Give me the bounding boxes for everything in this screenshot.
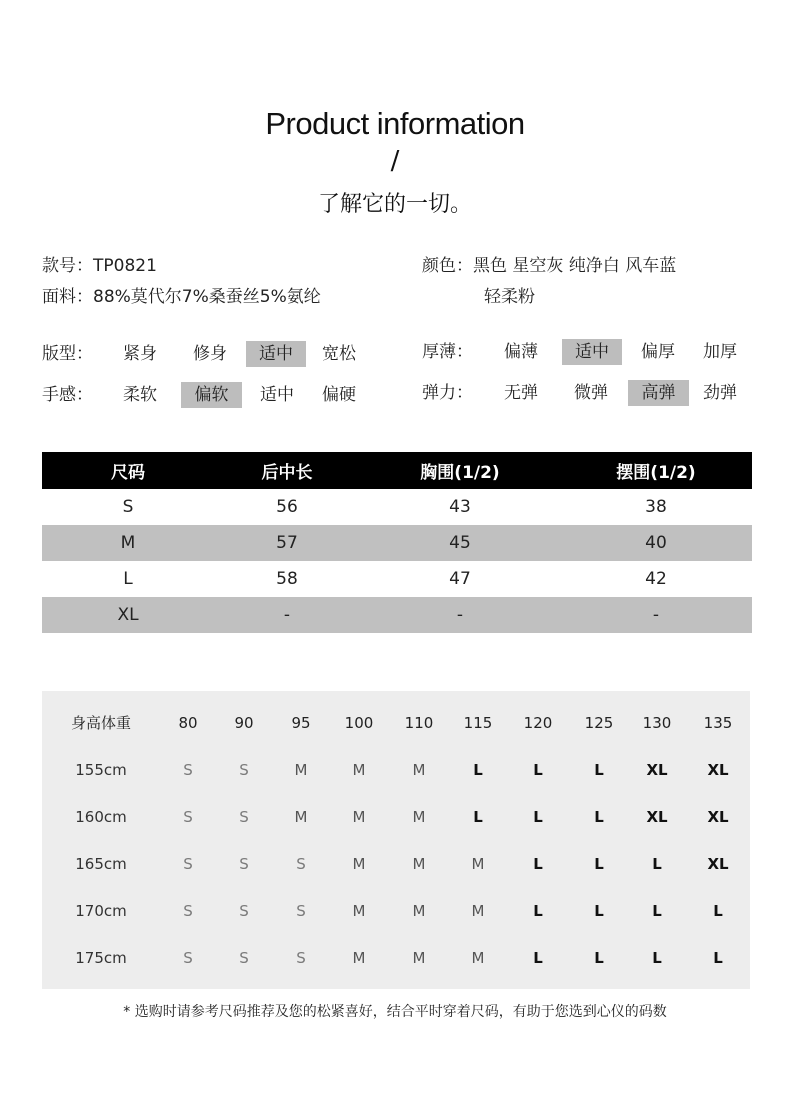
recommended-size-cell: L	[533, 760, 543, 779]
colors-line2	[484, 282, 535, 307]
size-table-cell: 45	[360, 525, 560, 561]
recommended-size-cell: XL	[707, 807, 729, 826]
fit-option: 修身	[193, 344, 227, 364]
recommended-size-cell: M	[412, 807, 426, 826]
feel-option: 柔软	[123, 385, 157, 405]
recommended-size-cell: S	[296, 901, 306, 920]
recommended-size-cell: S	[239, 807, 249, 826]
recommendation-row	[42, 934, 750, 981]
colors-value-line2: 轻柔粉	[484, 287, 535, 307]
thickness-option: 加厚	[703, 342, 737, 362]
size-table-cell: 47	[449, 569, 471, 589]
recommended-size-cell: L	[533, 948, 543, 967]
weight-header: 135	[703, 713, 733, 732]
elasticity-option: 微弹	[574, 383, 608, 403]
recommended-size-cell: M	[352, 807, 366, 826]
recommended-size-cell: M	[352, 901, 366, 920]
size-table-header-cell: 摆围(1/2)	[560, 452, 752, 489]
size-table-cell: 57	[214, 525, 360, 561]
feel-option: 偏软	[181, 382, 242, 408]
size-recommendation-table	[42, 699, 750, 981]
style-number-label: 款号：	[42, 256, 93, 276]
size-recommendation-panel	[42, 691, 750, 989]
weight-header: 110	[404, 713, 434, 732]
colors	[422, 251, 676, 276]
thickness-option: 适中	[562, 339, 622, 365]
recommendation-corner-label: 身高体重	[70, 714, 131, 732]
recommended-size-cell: XL	[646, 807, 668, 826]
size-table-row	[42, 561, 752, 597]
recommended-size-cell: M	[471, 901, 485, 920]
fit-option: 紧身	[123, 344, 157, 364]
size-table-row	[42, 489, 752, 525]
thickness-option: 偏厚	[641, 342, 675, 362]
size-table-cell: M	[42, 525, 214, 561]
recommendation-row	[42, 746, 750, 793]
recommendation-row	[42, 887, 750, 934]
size-table-cell: -	[360, 597, 560, 633]
style-number-value: TP0821	[93, 256, 157, 276]
weight-header: 100	[344, 713, 374, 732]
thickness-label: 厚薄：	[422, 342, 473, 362]
recommended-size-cell: S	[183, 948, 193, 967]
recommendation-row	[42, 793, 750, 840]
title-divider: /	[390, 146, 400, 176]
recommended-size-cell: M	[352, 948, 366, 967]
weight-header: 90	[234, 713, 254, 732]
recommended-size-cell: L	[594, 807, 604, 826]
size-table-cell: -	[560, 597, 752, 633]
recommended-size-cell: L	[473, 760, 483, 779]
fit-option: 适中	[246, 341, 306, 367]
recommended-size-cell: L	[713, 901, 723, 920]
height-label: 170cm	[75, 901, 127, 920]
recommended-size-cell: S	[183, 807, 193, 826]
elasticity-option: 劲弹	[703, 383, 737, 403]
size-table-cell: -	[214, 597, 360, 633]
size-table-cell: L	[123, 569, 133, 589]
weight-header: 80	[178, 713, 198, 732]
feel-option: 偏硬	[322, 385, 356, 405]
elasticity-option: 无弹	[504, 383, 538, 403]
page-title: Product information	[265, 106, 525, 141]
recommended-size-cell: L	[533, 807, 543, 826]
recommended-size-cell: L	[594, 948, 604, 967]
recommended-size-cell: L	[594, 760, 604, 779]
recommended-size-cell: S	[239, 760, 249, 779]
recommended-size-cell: M	[352, 854, 366, 873]
recommended-size-cell: S	[183, 760, 193, 779]
elasticity-label: 弹力：	[422, 383, 473, 403]
feel-label: 手感：	[42, 385, 93, 405]
recommended-size-cell: L	[713, 948, 723, 967]
size-table-header-cell: 后中长	[214, 452, 360, 489]
size-table-cell: S	[122, 497, 134, 517]
recommended-size-cell: L	[594, 854, 604, 873]
fabric-value: 88%莫代尔7%桑蚕丝5%氨纶	[93, 287, 321, 307]
fabric-label: 面料：	[42, 287, 93, 307]
size-table-cell: 40	[560, 525, 752, 561]
recommended-size-cell: S	[296, 948, 306, 967]
size-table-cell: 43	[449, 497, 471, 517]
recommended-size-cell: M	[294, 760, 308, 779]
recommended-size-cell: XL	[707, 760, 729, 779]
style-number	[42, 251, 157, 276]
size-table-cell: 38	[645, 497, 667, 517]
size-table-header-cell: 胸围(1/2)	[360, 452, 560, 489]
weight-header: 95	[291, 713, 311, 732]
colors-value-line1: 黑色 星空灰 纯净白 风车蓝	[473, 256, 677, 276]
thickness-attribute	[0, 339, 790, 365]
feel-option: 适中	[260, 385, 294, 405]
recommendation-header-row	[42, 699, 750, 746]
recommended-size-cell: S	[239, 854, 249, 873]
recommended-size-cell: L	[533, 901, 543, 920]
recommended-size-cell: XL	[707, 854, 729, 873]
fit-label: 版型：	[42, 344, 93, 364]
recommended-size-cell: M	[412, 948, 426, 967]
thickness-option: 偏薄	[504, 342, 538, 362]
size-table-row	[42, 525, 752, 561]
weight-header: 130	[642, 713, 672, 732]
recommended-size-cell: L	[594, 901, 604, 920]
recommended-size-cell: S	[239, 948, 249, 967]
height-label: 175cm	[75, 948, 127, 967]
recommended-size-cell: M	[471, 948, 485, 967]
size-table	[42, 452, 752, 633]
fabric	[42, 282, 321, 307]
page-subtitle: 了解它的一切。	[317, 192, 472, 217]
recommended-size-cell: M	[352, 760, 366, 779]
weight-header: 115	[463, 713, 493, 732]
recommended-size-cell: L	[652, 948, 662, 967]
recommended-size-cell: L	[473, 807, 483, 826]
size-table-header-cell: 尺码	[42, 452, 214, 489]
size-table-header	[42, 452, 752, 489]
colors-label: 颜色：	[422, 256, 473, 276]
recommended-size-cell: M	[294, 807, 308, 826]
recommended-size-cell: M	[471, 854, 485, 873]
height-label: 155cm	[75, 760, 127, 779]
weight-header: 125	[584, 713, 614, 732]
recommended-size-cell: S	[239, 901, 249, 920]
recommended-size-cell: S	[183, 901, 193, 920]
size-table-cell: 56	[276, 497, 298, 517]
recommended-size-cell: L	[652, 901, 662, 920]
recommended-size-cell: S	[183, 854, 193, 873]
recommended-size-cell: L	[652, 854, 662, 873]
recommended-size-cell: M	[412, 854, 426, 873]
height-label: 165cm	[75, 854, 127, 873]
recommended-size-cell: S	[296, 854, 306, 873]
elasticity-attribute	[0, 380, 790, 406]
height-label: 160cm	[75, 807, 127, 826]
weight-header: 120	[523, 713, 553, 732]
recommendation-row	[42, 840, 750, 887]
fit-option: 宽松	[322, 344, 356, 364]
footnote: * 选购时请参考尺码推荐及您的松紧喜好，结合平时穿着尺码，有助于您选到心仪的码数	[123, 1004, 667, 1020]
size-table-row	[42, 597, 752, 633]
elasticity-option: 高弹	[628, 380, 689, 406]
size-table-cell: XL	[42, 597, 214, 633]
size-table-cell: 42	[645, 569, 667, 589]
recommended-size-cell: M	[412, 760, 426, 779]
recommended-size-cell: M	[412, 901, 426, 920]
recommended-size-cell: XL	[646, 760, 668, 779]
size-table-cell: 58	[276, 569, 298, 589]
recommended-size-cell: L	[533, 854, 543, 873]
